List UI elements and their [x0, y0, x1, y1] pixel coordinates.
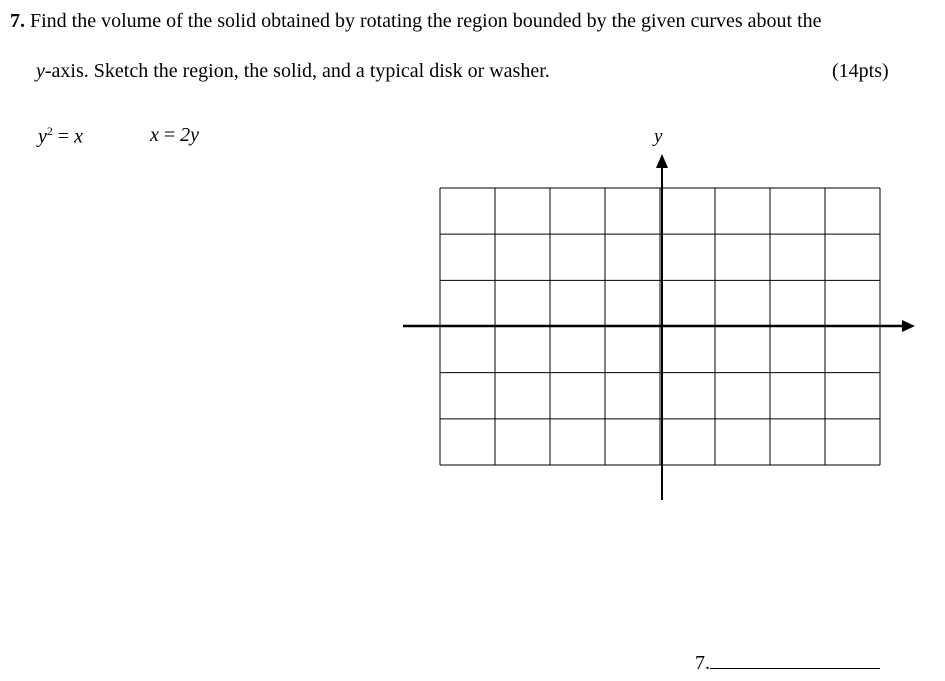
- problem-text-line1: Find the volume of the solid obtained by rotating the region bounded by the given curves about the: [30, 10, 822, 32]
- axis-variable: y: [36, 60, 45, 82]
- problem-number: 7.: [10, 10, 25, 32]
- problem-text-line2: -axis. Sketch the region, the solid, and a typical disk or washer.: [44, 60, 550, 82]
- y-axis-label: y: [654, 126, 663, 147]
- equation-1: $y^2 = x$: [38, 124, 84, 148]
- equation-2: x = 2y: [150, 124, 200, 146]
- answer-line[interactable]: [710, 650, 880, 669]
- answer-label: 7.: [695, 652, 710, 674]
- x-axis-arrow-icon: [902, 320, 915, 332]
- points-value: (14pts): [832, 60, 889, 82]
- answer-blank: [695, 650, 880, 675]
- y-axis-arrow-icon: [656, 154, 668, 168]
